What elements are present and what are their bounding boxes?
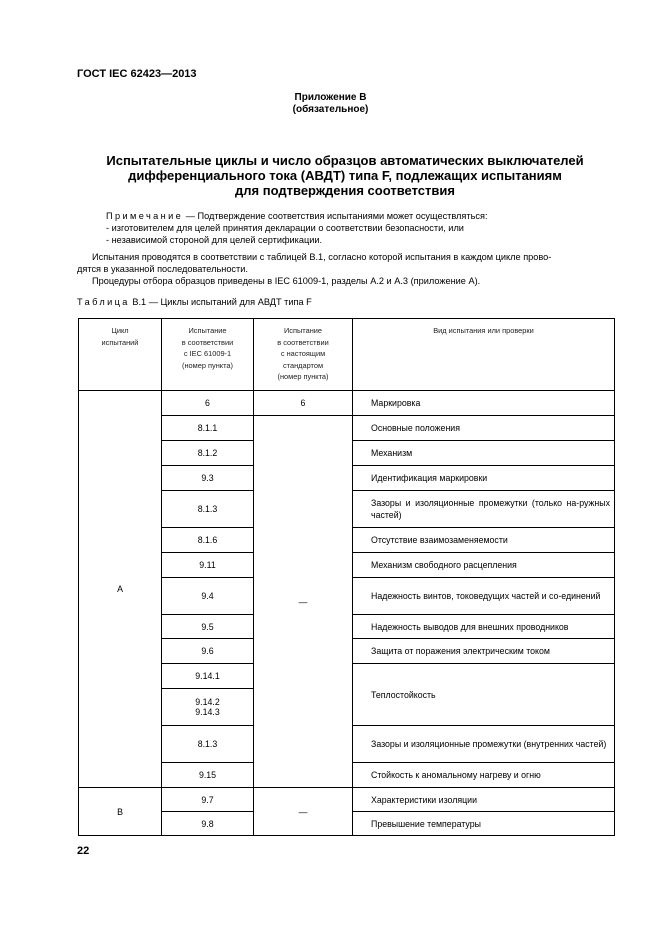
test-type-cell: Отсутствие взаимозаменяемости: [353, 528, 615, 553]
cycle-b-cell: В: [79, 788, 162, 836]
iec-clause-cell: 8.1.2: [162, 441, 254, 466]
annex-title: Приложение В: [294, 92, 367, 103]
standard-clause-cell: 6: [254, 391, 353, 416]
section-title-line-1: Испытательные циклы и число образцов автоматических выключателей: [106, 153, 584, 168]
iec-clause-cell: 9.4: [162, 578, 254, 615]
test-type-cell: Защита от поражения электрическим током: [353, 639, 615, 664]
note-label: Примечание: [106, 211, 184, 221]
test-type-cell: Зазоры и изоляционные промежутки (внутренних частей): [353, 726, 615, 763]
iec-clause-cell: 9.15: [162, 763, 254, 788]
test-type-cell: Механизм свободного расцепления: [353, 553, 615, 578]
table-row: [79, 391, 615, 416]
note-text: — Подтверждение соответствия испытаниями может осуществляться:: [183, 211, 488, 221]
header-iec-clause: Испытание в соответствии с IEC 61009-1 (номер пункта): [162, 319, 254, 391]
test-type-cell: Надежность выводов для внешних проводников: [353, 615, 615, 639]
table-caption: [77, 297, 312, 307]
paragraph-1: Испытания проводятся в соответствии с таблицей В.1, согласно которой испытания в каждом цикле прово-: [92, 252, 552, 262]
section-title-line-2: дифференциального тока (АВДТ) типа F, подлежащих испытаниям: [128, 168, 562, 183]
iec-clause-cell: 9.11: [162, 553, 254, 578]
header-standard-clause: Испытание в соответствии с настоящим стандартом (номер пункта): [254, 319, 353, 391]
test-type-cell: Основные положения: [353, 416, 615, 441]
iec-clause-cell: 9.14.1: [162, 664, 254, 689]
cycle-a-cell: А: [79, 391, 162, 788]
table-caption-label: Таблица: [77, 297, 130, 307]
test-type-cell: Теплостойкость: [353, 664, 615, 726]
section-title-line-3: для подтверждения соответствия: [235, 183, 455, 198]
iec-clause-cell: 9.7: [162, 788, 254, 812]
iec-clause-cell: 8.1.3: [162, 726, 254, 763]
test-type-cell: Механизм: [353, 441, 615, 466]
paragraph-2: Процедуры отбора образцов приведены в IEC 61009-1, разделы А.2 и А.3 (приложение А).: [92, 276, 481, 286]
iec-clause-cell: 9.3: [162, 466, 254, 491]
test-type-cell: Стойкость к аномальному нагреву и огню: [353, 763, 615, 788]
note-line: [106, 210, 628, 222]
iec-clause-cell: 9.6: [162, 639, 254, 664]
test-type-cell: Идентификация маркировки: [353, 466, 615, 491]
iec-clause-cell: 8.1.3: [162, 491, 254, 528]
iec-clause-cell: 8.1.1: [162, 416, 254, 441]
test-type-cell: Маркировка: [353, 391, 615, 416]
iec-clause-cell: 9.14.2 9.14.3: [162, 689, 254, 726]
standard-clause-dash-cell: —: [254, 788, 353, 836]
standard-clause-dash-cell: —: [254, 416, 353, 788]
test-type-cell: Превышение температуры: [353, 812, 615, 836]
table-caption-text: В.1 — Циклы испытаний для АВДТ типа F: [129, 297, 312, 307]
table-header-row: [79, 319, 615, 391]
header-test-type: Вид испытания или проверки: [353, 319, 615, 391]
test-cycles-table: [78, 318, 615, 836]
document-header: ГОСТ IEC 62423—2013: [77, 68, 197, 80]
iec-clause-cell: 9.8: [162, 812, 254, 836]
iec-clause-cell: 6: [162, 391, 254, 416]
test-type-cell: Характеристики изоляции: [353, 788, 615, 812]
page-number: 22: [77, 845, 90, 857]
iec-clause-cell: 9.5: [162, 615, 254, 639]
note-item-2: - независимой стороной для целей сертификации.: [106, 235, 323, 245]
test-type-cell: Надежность винтов, токоведущих частей и со-единений: [353, 578, 615, 615]
iec-clause-cell: 8.1.6: [162, 528, 254, 553]
annex-status: (обязательное): [292, 104, 369, 115]
paragraph-1-cont: дятся в указанной последовательности.: [77, 264, 248, 274]
table-row: [79, 788, 615, 812]
note-item-1: - изготовителем для целей принятия декларации о соответствии безопасности, или: [106, 223, 464, 233]
test-type-cell: Зазоры и изоляционные промежутки (только на-ружных частей): [353, 491, 615, 528]
header-cycle: Цикл испытаний: [79, 319, 162, 391]
